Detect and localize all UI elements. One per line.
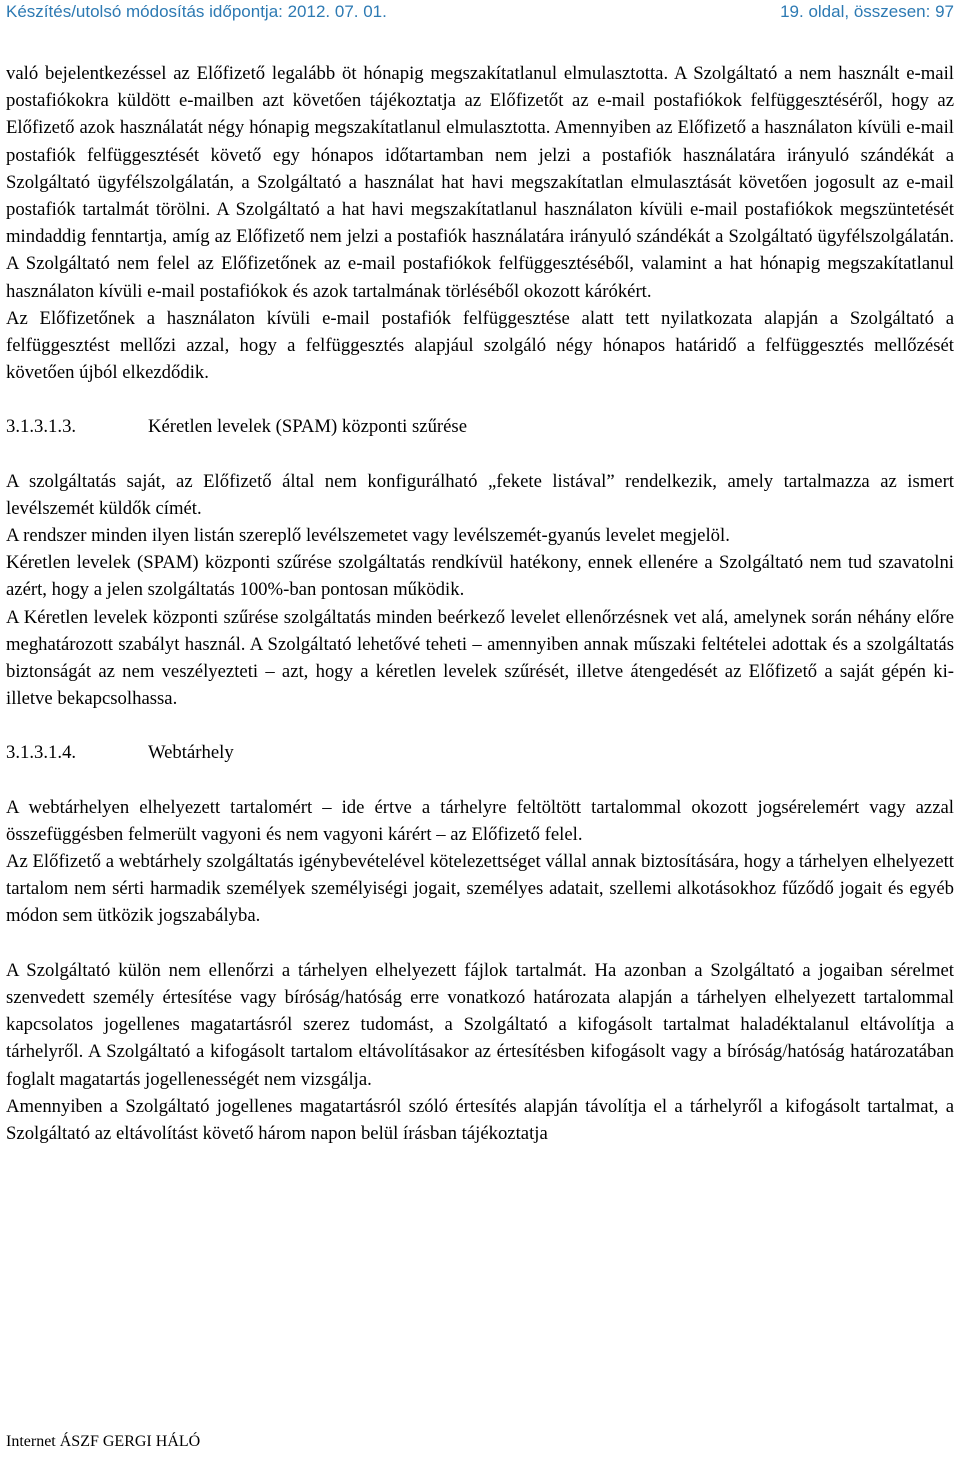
paragraph: való bejelentkezéssel az Előfizető legalább öt hónapig megszakítatlanul elmulasztotta. A Szolgáltató a nem használt e-mail postafiókokra küldött e-mailben azt követően tájékoztatja az Előfizetőt az e-mail postafiókok felfüggesztéséről, hogy az Előfizető azok használatát négy hónapig megszakítatlanul elmulasztotta. Amennyiben az Előfizető a használaton kívüli e-mail postafiók felfüggesztését követő egy hónapos időtartamban nem jelzi a postafiók használatára irányuló szándékát a Szolgáltató ügyfélszolgálatán, a Szolgáltató a használat hat havi megszakítatlan elmulasztását követően jogosult az e-mail postafiók tartalmát törölni. A Szolgáltató a hat havi megszakítatlanul használaton kívüli e-mail postafiókok megszüntetését mindaddig fenntartja, amíg az Előfizető nem jelzi a postafiók használatára irányuló szándékát a Szolgáltató ügyfélszolgálatán. A Szolgáltató nem felel az Előfizetőnek az e-mail postafiókok felfüggesztéséből, valamint a hat hónapig megszakítatlanul használaton kívüli e-mail postafiókok és azok tartalmának törléséből okozott kárókért. xyxy=(6,63,954,302)
paragraph: Amennyiben a Szolgáltató jogellenes magatartásról szóló értesítés alapján távolítja el a tárhelyről a kifogásolt tartalmat, a Szolgáltató az eltávolítást követő három napon belül írásban tájékoztatja xyxy=(6,1095,954,1144)
paragraph: A szolgáltatás saját, az Előfizető által nem konfigurálható „fekete listával” rendelkezik, amely tartalmazza az ismert levélszemét küldők címét. xyxy=(6,470,954,519)
section-title: Kéretlen levelek (SPAM) központi szűrése xyxy=(148,416,467,438)
section-heading xyxy=(6,739,954,766)
document-body xyxy=(6,60,954,1147)
header-timestamp: Készítés/utolsó módosítás időpontja: 2012. 07. 01. xyxy=(6,2,387,21)
section-number: 3.1.3.1.3. xyxy=(6,416,77,438)
paragraph: Kéretlen levelek (SPAM) központi szűrése szolgáltatás rendkívül hatékony, ennek ellenére a Szolgáltató nem tud szavatolni azért, hogy a jelen szolgáltatás 100%-ban pontosan működik. xyxy=(6,552,954,601)
paragraph: Az Előfizető a webtárhely szolgáltatás igénybevételével kötelezettséget vállal annak biztosítására, hogy a tárhelyen elhelyezett tartalom nem sérti harmadik személyek személyiségi jogait, személyes adatait, szellemi alkotásokhoz fűződő jogait és egyéb módon sem ütközik jogszabályba. xyxy=(6,851,954,927)
page-header xyxy=(6,2,954,30)
section-number: 3.1.3.1.4. xyxy=(6,742,77,764)
page-footer: Internet ÁSZF GERGI HÁLÓ xyxy=(6,1433,201,1450)
paragraph: Az Előfizetőnek a használaton kívüli e-mail postafiók felfüggesztése alatt tett nyilatkozata alapján a Szolgáltató a felfüggesztést mellőzi azzal, hogy a felfüggesztés alapjául szolgáló négy hónapos határidő a felfüggesztés mellőzését követően újból elkezdődik. xyxy=(6,307,954,384)
paragraph: A Szolgáltató külön nem ellenőrzi a tárhelyen elhelyezett fájlok tartalmát. Ha azonban a Szolgáltató a jogaiban sérelmet szenvedett személy értesítése vagy bíróság/hatóság erre vonatkozó határozata alapján a tárhelyen elhelyezett tartalommal kapcsolatos jogellenes magatartásról szerez tudomást, a Szolgáltató a kifogásolt tartalmat haladéktalanul eltávolítja a tárhelyről. A Szolgáltató a kifogásolt tartalom eltávolításakor az értesítésben kifogásolt vagy a bíróság/hatóság határozatában foglalt magatartás jogellenességét nem vizsgálja. xyxy=(6,959,954,1090)
header-page-number: 19. oldal, összesen: 97 xyxy=(780,2,954,21)
section-title: Webtárhely xyxy=(148,742,234,764)
paragraph: A rendszer minden ilyen listán szereplő levélszemetet vagy levélszemét-gyanús levelet megjelöl. xyxy=(6,525,730,547)
paragraph: A webtárhelyen elhelyezett tartalomért – ide értve a tárhelyre feltöltött tartalommal okozott jogsérelemért vagy azzal összefüggésben felmerült vagyoni és nem vagyoni kárért – az Előfizető felel. xyxy=(6,796,954,845)
section-heading xyxy=(6,413,954,440)
paragraph: A Kéretlen levelek központi szűrése szolgáltatás minden beérkező levelet ellenőrzésnek vet alá, amelynek során néhány előre meghatározott szabályt használ. A Szolgáltató lehetővé teheti – amennyiben annak műszaki feltételei adottak és a szolgáltatás biztonságát az nem veszélyezteti – azt, hogy a kéretlen levelek szűrését, illetve átengedését az Előfizető a saját gépén ki- illetve bekapcsolhassa. xyxy=(6,606,954,710)
